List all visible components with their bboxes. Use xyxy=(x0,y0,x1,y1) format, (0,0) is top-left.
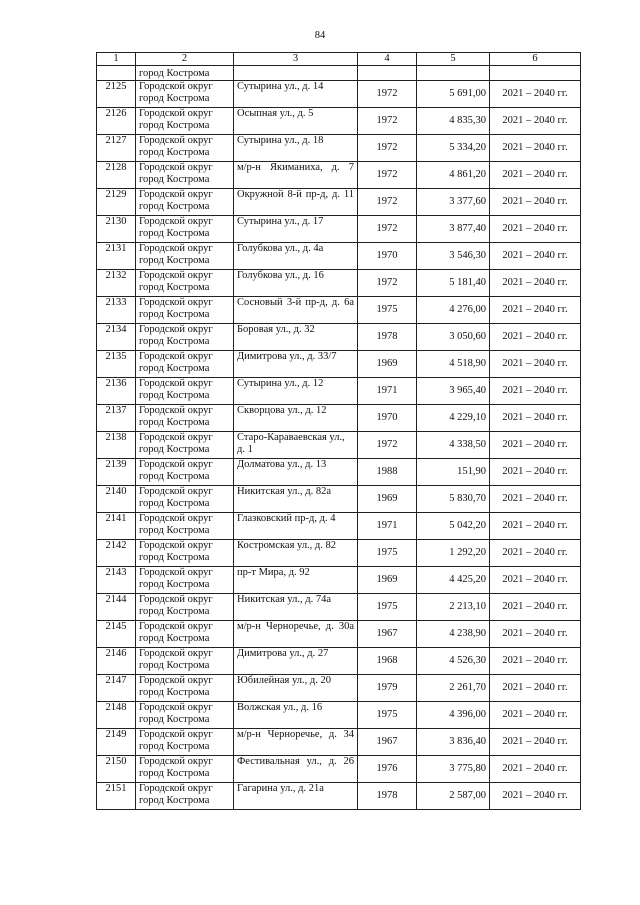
table-row xyxy=(97,189,581,216)
table-row xyxy=(97,351,581,378)
row-period: 2021 – 2040 гг. xyxy=(490,729,581,756)
table-row xyxy=(97,405,581,432)
row-district: Городской округ город Кострома xyxy=(136,378,234,405)
row-year: 1972 xyxy=(358,270,417,297)
row-district: Городской округ город Кострома xyxy=(136,297,234,324)
row-district: Городской округ город Кострома xyxy=(136,135,234,162)
table-row xyxy=(97,270,581,297)
row-period: 2021 – 2040 гг. xyxy=(490,648,581,675)
row-number: 2135 xyxy=(97,351,136,378)
table-row xyxy=(97,783,581,810)
row-number: 2137 xyxy=(97,405,136,432)
row-period: 2021 – 2040 гг. xyxy=(490,135,581,162)
table-row xyxy=(97,567,581,594)
row-year: 1975 xyxy=(358,297,417,324)
column-number-4: 4 xyxy=(358,53,417,66)
row-address: Голубкова ул., д. 4а xyxy=(234,243,358,270)
table-row xyxy=(97,216,581,243)
table-row xyxy=(97,513,581,540)
row-period: 2021 – 2040 гг. xyxy=(490,702,581,729)
row-number: 2139 xyxy=(97,459,136,486)
row-period: 2021 – 2040 гг. xyxy=(490,756,581,783)
table-row xyxy=(97,621,581,648)
row-period: 2021 – 2040 гг. xyxy=(490,405,581,432)
row-number: 2134 xyxy=(97,324,136,351)
row-number: 2128 xyxy=(97,162,136,189)
row-area: 2 261,70 xyxy=(417,675,490,702)
row-area: 5 830,70 xyxy=(417,486,490,513)
row-year: 1972 xyxy=(358,162,417,189)
row-address: Осыпная ул., д. 5 xyxy=(234,108,358,135)
row-address: Волжская ул., д. 16 xyxy=(234,702,358,729)
table-row xyxy=(97,162,581,189)
row-period: 2021 – 2040 гг. xyxy=(490,675,581,702)
row-year: 1972 xyxy=(358,81,417,108)
row-area: 3 546,30 xyxy=(417,243,490,270)
row-year: 1969 xyxy=(358,486,417,513)
row-district: Городской округ город Кострома xyxy=(136,486,234,513)
row-year: 1972 xyxy=(358,432,417,459)
row-year: 1972 xyxy=(358,189,417,216)
row-year: 1970 xyxy=(358,243,417,270)
table-row xyxy=(97,675,581,702)
row-year: 1970 xyxy=(358,405,417,432)
row-area: 4 338,50 xyxy=(417,432,490,459)
row-address: Голубкова ул., д. 16 xyxy=(234,270,358,297)
row-district: Городской округ город Кострома xyxy=(136,783,234,810)
row-period: 2021 – 2040 гг. xyxy=(490,378,581,405)
row-period: 2021 – 2040 гг. xyxy=(490,513,581,540)
continuation-district: город Кострома xyxy=(136,66,234,81)
row-number: 2127 xyxy=(97,135,136,162)
row-number: 2146 xyxy=(97,648,136,675)
row-district: Городской округ город Кострома xyxy=(136,459,234,486)
row-address: Гагарина ул., д. 21а xyxy=(234,783,358,810)
row-district: Городской округ город Кострома xyxy=(136,621,234,648)
table-row xyxy=(97,729,581,756)
row-area: 3 877,40 xyxy=(417,216,490,243)
row-address: Сутырина ул., д. 14 xyxy=(234,81,358,108)
row-number: 2151 xyxy=(97,783,136,810)
row-area: 1 292,20 xyxy=(417,540,490,567)
row-year: 1972 xyxy=(358,108,417,135)
row-year: 1967 xyxy=(358,729,417,756)
row-year: 1972 xyxy=(358,216,417,243)
row-year: 1975 xyxy=(358,702,417,729)
row-period: 2021 – 2040 гг. xyxy=(490,459,581,486)
table-row xyxy=(97,297,581,324)
row-number: 2147 xyxy=(97,675,136,702)
row-number: 2138 xyxy=(97,432,136,459)
row-number: 2125 xyxy=(97,81,136,108)
row-year: 1971 xyxy=(358,513,417,540)
row-period: 2021 – 2040 гг. xyxy=(490,594,581,621)
row-address: Окружной 8-й пр-д, д. 11 xyxy=(234,189,358,216)
row-year: 1972 xyxy=(358,135,417,162)
row-period: 2021 – 2040 гг. xyxy=(490,324,581,351)
row-area: 5 691,00 xyxy=(417,81,490,108)
row-district: Городской округ город Кострома xyxy=(136,81,234,108)
row-address: Сутырина ул., д. 18 xyxy=(234,135,358,162)
row-area: 3 050,60 xyxy=(417,324,490,351)
page-number: 84 xyxy=(314,30,326,41)
row-area: 151,90 xyxy=(417,459,490,486)
row-address: Юбилейная ул., д. 20 xyxy=(234,675,358,702)
row-area: 5 334,20 xyxy=(417,135,490,162)
row-area: 5 042,20 xyxy=(417,513,490,540)
row-year: 1969 xyxy=(358,567,417,594)
row-area: 3 377,60 xyxy=(417,189,490,216)
column-number-2: 2 xyxy=(136,53,234,66)
row-address: м/р-н Черноречье, д. 30а xyxy=(234,621,358,648)
row-area: 4 238,90 xyxy=(417,621,490,648)
row-period: 2021 – 2040 гг. xyxy=(490,189,581,216)
row-district: Городской округ город Кострома xyxy=(136,567,234,594)
column-number-row xyxy=(97,53,581,66)
row-district: Городской округ город Кострома xyxy=(136,108,234,135)
row-district: Городской округ город Кострома xyxy=(136,351,234,378)
row-period: 2021 – 2040 гг. xyxy=(490,783,581,810)
row-address: Скворцова ул., д. 12 xyxy=(234,405,358,432)
row-address: Глазковский пр-д, д. 4 xyxy=(234,513,358,540)
row-address: Долматова ул., д. 13 xyxy=(234,459,358,486)
row-number: 2130 xyxy=(97,216,136,243)
row-number: 2149 xyxy=(97,729,136,756)
column-number-3: 3 xyxy=(234,53,358,66)
row-area: 4 835,30 xyxy=(417,108,490,135)
row-area: 2 587,00 xyxy=(417,783,490,810)
row-address: м/р-н Якиманиха, д. 7 xyxy=(234,162,358,189)
row-period: 2021 – 2040 гг. xyxy=(490,108,581,135)
row-address: Сутырина ул., д. 12 xyxy=(234,378,358,405)
row-year: 1967 xyxy=(358,621,417,648)
table-row xyxy=(97,756,581,783)
row-number: 2145 xyxy=(97,621,136,648)
row-area: 4 276,00 xyxy=(417,297,490,324)
row-district: Городской округ город Кострома xyxy=(136,729,234,756)
row-number: 2143 xyxy=(97,567,136,594)
row-district: Городской округ город Кострома xyxy=(136,405,234,432)
continuation-row xyxy=(97,66,581,81)
row-area: 4 425,20 xyxy=(417,567,490,594)
row-area: 3 836,40 xyxy=(417,729,490,756)
row-district: Городской округ город Кострома xyxy=(136,594,234,621)
row-address: Димитрова ул., д. 27 xyxy=(234,648,358,675)
row-area: 5 181,40 xyxy=(417,270,490,297)
row-address: Никитская ул., д. 82а xyxy=(234,486,358,513)
row-area: 4 229,10 xyxy=(417,405,490,432)
column-number-1: 1 xyxy=(97,53,136,66)
row-district: Городской округ город Кострома xyxy=(136,270,234,297)
row-year: 1978 xyxy=(358,783,417,810)
row-year: 1968 xyxy=(358,648,417,675)
row-period: 2021 – 2040 гг. xyxy=(490,567,581,594)
row-district: Городской округ город Кострома xyxy=(136,540,234,567)
row-area: 4 526,30 xyxy=(417,648,490,675)
row-period: 2021 – 2040 гг. xyxy=(490,486,581,513)
row-year: 1978 xyxy=(358,324,417,351)
row-period: 2021 – 2040 гг. xyxy=(490,297,581,324)
row-district: Городской округ город Кострома xyxy=(136,648,234,675)
row-area: 4 518,90 xyxy=(417,351,490,378)
row-number: 2129 xyxy=(97,189,136,216)
table-row xyxy=(97,432,581,459)
table-row xyxy=(97,81,581,108)
row-district: Городской округ город Кострома xyxy=(136,189,234,216)
row-period: 2021 – 2040 гг. xyxy=(490,270,581,297)
column-number-6: 6 xyxy=(490,53,581,66)
row-year: 1979 xyxy=(358,675,417,702)
row-district: Городской округ город Кострома xyxy=(136,756,234,783)
row-year: 1976 xyxy=(358,756,417,783)
row-address: Боровая ул., д. 32 xyxy=(234,324,358,351)
table-row xyxy=(97,540,581,567)
row-number: 2132 xyxy=(97,270,136,297)
table-row xyxy=(97,135,581,162)
row-number: 2136 xyxy=(97,378,136,405)
row-address: Сутырина ул., д. 17 xyxy=(234,216,358,243)
row-area: 3 965,40 xyxy=(417,378,490,405)
row-area: 3 775,80 xyxy=(417,756,490,783)
row-year: 1971 xyxy=(358,378,417,405)
row-district: Городской округ город Кострома xyxy=(136,216,234,243)
row-year: 1975 xyxy=(358,594,417,621)
row-period: 2021 – 2040 гг. xyxy=(490,243,581,270)
table-row xyxy=(97,459,581,486)
row-number: 2148 xyxy=(97,702,136,729)
row-district: Городской округ город Кострома xyxy=(136,162,234,189)
row-period: 2021 – 2040 гг. xyxy=(490,540,581,567)
housing-registry-table xyxy=(96,52,581,810)
row-number: 2142 xyxy=(97,540,136,567)
row-district: Городской округ город Кострома xyxy=(136,243,234,270)
row-year: 1975 xyxy=(358,540,417,567)
row-number: 2150 xyxy=(97,756,136,783)
table-row xyxy=(97,243,581,270)
row-period: 2021 – 2040 гг. xyxy=(490,216,581,243)
row-address: Сосновый 3-й пр-д, д. 6а xyxy=(234,297,358,324)
row-address: м/р-н Черноречье, д. 34 xyxy=(234,729,358,756)
table-row xyxy=(97,378,581,405)
row-district: Городской округ город Кострома xyxy=(136,432,234,459)
row-number: 2126 xyxy=(97,108,136,135)
table-row xyxy=(97,486,581,513)
row-period: 2021 – 2040 гг. xyxy=(490,432,581,459)
table-row xyxy=(97,324,581,351)
row-number: 2133 xyxy=(97,297,136,324)
table-row xyxy=(97,108,581,135)
row-district: Городской округ город Кострома xyxy=(136,702,234,729)
row-district: Городской округ город Кострома xyxy=(136,513,234,540)
row-period: 2021 – 2040 гг. xyxy=(490,162,581,189)
row-address: Никитская ул., д. 74а xyxy=(234,594,358,621)
table-row xyxy=(97,594,581,621)
row-year: 1969 xyxy=(358,351,417,378)
row-year: 1988 xyxy=(358,459,417,486)
row-number: 2144 xyxy=(97,594,136,621)
row-period: 2021 – 2040 гг. xyxy=(490,351,581,378)
table-row xyxy=(97,702,581,729)
row-address: Костромская ул., д. 82 xyxy=(234,540,358,567)
row-area: 4 861,20 xyxy=(417,162,490,189)
row-address: Фестивальная ул., д. 26 xyxy=(234,756,358,783)
row-district: Городской округ город Кострома xyxy=(136,324,234,351)
row-address: Димитрова ул., д. 33/7 xyxy=(234,351,358,378)
row-area: 4 396,00 xyxy=(417,702,490,729)
row-number: 2131 xyxy=(97,243,136,270)
row-district: Городской округ город Кострома xyxy=(136,675,234,702)
column-number-5: 5 xyxy=(417,53,490,66)
row-address: пр-т Мира, д. 92 xyxy=(234,567,358,594)
row-number: 2141 xyxy=(97,513,136,540)
row-number: 2140 xyxy=(97,486,136,513)
row-period: 2021 – 2040 гг. xyxy=(490,81,581,108)
row-address: Старо-Караваевская ул., д. 1 xyxy=(234,432,358,459)
row-area: 2 213,10 xyxy=(417,594,490,621)
table-row xyxy=(97,648,581,675)
row-period: 2021 – 2040 гг. xyxy=(490,621,581,648)
